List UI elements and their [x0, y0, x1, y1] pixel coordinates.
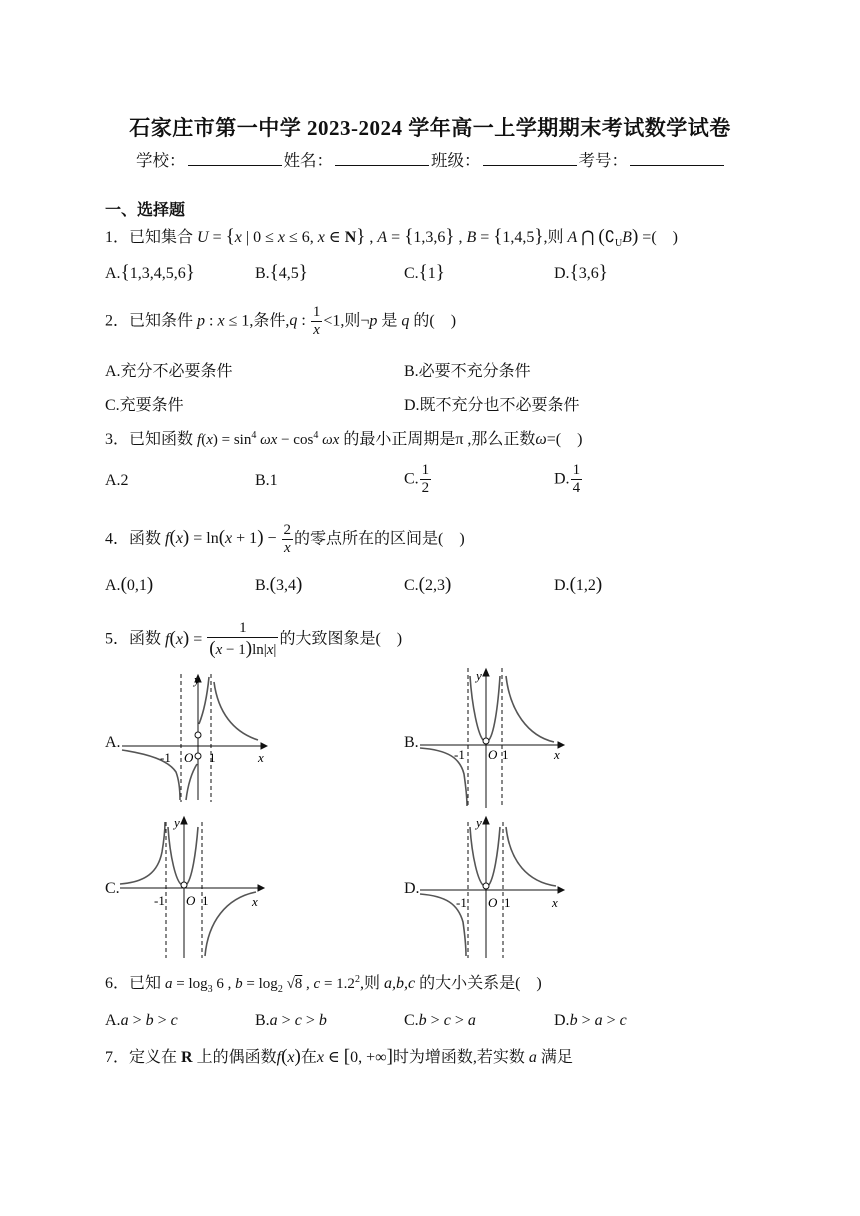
x-arrow — [558, 887, 564, 893]
curve-right — [506, 676, 554, 742]
question-text: 的零点所在的区间是( ) — [294, 530, 465, 548]
class-blank[interactable] — [483, 151, 577, 166]
question-text: ,条件, — [249, 312, 290, 330]
curve-left — [120, 822, 165, 884]
curve-right — [214, 682, 258, 740]
exam-title: 石家庄市第一中学 2023-2024 学年高一上学期期末考试数学试卷 — [129, 116, 731, 140]
option-letter: C. — [404, 470, 419, 488]
question-text: 已知 — [129, 975, 162, 992]
hole — [181, 882, 187, 888]
q4-option-b[interactable] — [255, 574, 302, 596]
q5-option-d[interactable]: D. — [404, 880, 420, 897]
question-text: 的大小关系是( ) — [419, 975, 542, 992]
formula: a — [528, 1049, 537, 1066]
answer-paren: ( ) — [651, 229, 678, 246]
curve-left — [122, 750, 180, 800]
curve-right — [506, 827, 556, 886]
question-5 — [105, 620, 402, 660]
curve-mid-right — [186, 827, 198, 885]
option-value: $\frac{1}{2}$ — [421, 462, 430, 497]
tick-neg1: -1 — [456, 895, 467, 910]
school-blank[interactable] — [188, 151, 282, 166]
formula: f(x) — [276, 1046, 301, 1067]
q3-option-b[interactable]: B.1 — [255, 472, 278, 489]
graph-a[interactable] — [118, 672, 268, 804]
curve-mid-left — [470, 676, 484, 741]
y-label: y — [174, 815, 180, 830]
q4-option-a[interactable] — [105, 574, 153, 596]
formula: ω — [535, 431, 547, 448]
question-7 — [105, 1044, 573, 1068]
formula: a,b,c — [383, 975, 416, 992]
x-label: x — [552, 895, 558, 910]
hole-upper — [195, 732, 201, 738]
formula: p : x ≤ 1 — [197, 312, 250, 330]
curve-mid-lower — [186, 764, 197, 800]
section-heading: 一、选择题 — [105, 202, 186, 219]
origin-label: O — [488, 895, 498, 910]
curve-mid-right — [488, 676, 500, 741]
y-label: y — [476, 668, 482, 683]
x-label: x — [252, 894, 258, 909]
question-1 — [105, 224, 678, 249]
x-label: x — [554, 747, 560, 762]
tick-neg1: -1 — [160, 750, 171, 765]
formula: π — [455, 431, 464, 448]
student-info-line — [136, 147, 726, 171]
q2-option-d[interactable]: D.既不充分也不必要条件 — [404, 397, 580, 414]
option-value: a — [269, 1012, 278, 1029]
option-value: {1,3,4,5,6} — [120, 262, 195, 283]
question-text: 在 — [300, 1049, 317, 1066]
y-label: y — [194, 672, 200, 687]
hole — [483, 883, 489, 889]
option-letter: C. — [404, 1012, 419, 1029]
q3-option-a[interactable]: A.2 — [105, 472, 129, 489]
curve-mid-left — [168, 827, 182, 885]
question-number: 6． — [105, 975, 130, 992]
q1-option-a[interactable] — [105, 262, 195, 284]
x-label: x — [258, 750, 264, 765]
option-letter: D. — [554, 1012, 570, 1029]
tick-1: 1 — [209, 750, 216, 765]
question-text: 已知函数 — [129, 431, 194, 448]
question-2 — [105, 304, 456, 340]
name-blank[interactable] — [335, 151, 429, 166]
formula: p — [369, 312, 378, 330]
y-arrow — [181, 817, 187, 824]
option-value: (0,1) — [120, 574, 154, 595]
option-letter: D. — [554, 577, 570, 594]
tick-1: 1 — [502, 747, 509, 762]
question-text: 函数 — [129, 530, 162, 548]
q6-option-a[interactable]: A.a > b > c — [105, 1012, 178, 1029]
question-number: 4． — [105, 530, 130, 548]
formula: q : $\frac{1}{x}$ — [289, 304, 321, 339]
question-text: 的最小正周期是 — [343, 431, 456, 448]
question-text: ,则 — [359, 975, 380, 992]
option-letter: D. — [554, 265, 570, 282]
formula: f(x) = ln(x + 1) − $\frac{2}{x}$ — [165, 522, 292, 557]
question-number: 2． — [105, 312, 130, 330]
option-value: {4,5} — [269, 262, 308, 283]
school-label: 学校： — [136, 151, 186, 170]
q6-option-b[interactable]: B.a > c > b — [255, 1012, 327, 1029]
option-value: {1} — [418, 262, 445, 283]
graph-c[interactable] — [118, 812, 268, 960]
question-6 — [105, 970, 542, 995]
class-label: 班级： — [431, 151, 481, 170]
graph-b[interactable] — [418, 666, 568, 810]
formula: x ∈ [0, +∞] — [316, 1046, 393, 1067]
question-text: 已知条件 — [129, 312, 194, 330]
curve-right — [205, 892, 256, 956]
option-letter: A. — [105, 1012, 121, 1029]
question-text: 是 — [381, 312, 398, 330]
curve-mid-upper — [199, 677, 209, 724]
formula: $f(x) = \sin^4 \omega x - \cos^4 \omega x$ — [197, 430, 340, 448]
q3-option-c[interactable] — [404, 462, 432, 498]
q5-option-b[interactable]: B. — [404, 734, 419, 751]
q5-option-c[interactable]: C. — [105, 880, 120, 897]
question-text: 的( ) — [413, 312, 457, 330]
q1-option-b[interactable] — [255, 262, 308, 284]
question-number: 1． — [105, 229, 130, 246]
y-arrow — [483, 817, 489, 824]
origin-label: O — [488, 747, 498, 762]
id-blank[interactable] — [630, 151, 724, 166]
option-letter: B. — [255, 577, 270, 594]
q4-option-c[interactable] — [404, 574, 451, 596]
q2-option-a[interactable]: A.充分不必要条件 — [105, 363, 233, 380]
q2-option-c[interactable]: C.充要条件 — [105, 397, 184, 414]
q4-option-d[interactable] — [554, 574, 602, 596]
option-value: b — [418, 1012, 427, 1029]
question-text: ,则 — [543, 229, 564, 246]
curve-mid-left — [470, 827, 484, 886]
option-value: a — [120, 1012, 129, 1029]
graph-d[interactable] — [418, 812, 568, 960]
q6-option-c[interactable]: C.b > c > a — [404, 1012, 476, 1029]
origin-label: O — [184, 750, 194, 765]
question-text: 上的偶函数 — [196, 1049, 277, 1066]
tick-1: 1 — [202, 893, 209, 908]
name-label: 姓名： — [283, 151, 333, 170]
id-label: 考号： — [578, 151, 628, 170]
formula: $a = \log_3 6$ , $b = \log_2 √8$ , $c = 1.2^2$ — [165, 974, 360, 995]
question-text: <1,则¬ — [323, 312, 370, 330]
q1-option-d[interactable] — [554, 262, 608, 284]
question-3 — [105, 426, 582, 449]
option-value: {3,6} — [569, 262, 608, 283]
tick-neg1: -1 — [154, 893, 165, 908]
option-letter: C. — [404, 577, 419, 594]
question-number: 3． — [105, 431, 130, 448]
tick-neg1: -1 — [454, 747, 465, 762]
q3-option-d[interactable] — [554, 462, 583, 498]
question-text: 时为增函数,若实数 — [392, 1049, 525, 1066]
y-label: y — [476, 815, 482, 830]
question-number: 7． — [105, 1049, 130, 1066]
question-text: 定义在 — [129, 1049, 178, 1066]
question-text: 函数 — [129, 630, 162, 648]
q5-option-a[interactable]: A. — [105, 734, 121, 751]
option-value: (3,4) — [269, 574, 303, 595]
q6-option-d[interactable]: D.b > a > c — [554, 1012, 627, 1029]
hole-lower — [195, 753, 201, 759]
origin-label: O — [186, 893, 196, 908]
question-text: 的大致图象是( ) — [279, 630, 403, 648]
formula: f(x) = $\frac{1}{(x - 1)\ln|x|}$ — [165, 620, 277, 660]
formula: R — [181, 1049, 193, 1066]
curve-mid-right — [488, 827, 500, 886]
option-letter: B. — [255, 1012, 270, 1029]
option-value: (2,3) — [418, 574, 452, 595]
formula: A ⋂ $(∁_UB)$ = — [567, 226, 652, 250]
option-letter: D. — [554, 470, 570, 488]
hole — [483, 738, 489, 744]
option-letter: C. — [404, 265, 419, 282]
option-value: b — [569, 1012, 578, 1029]
tick-1: 1 — [504, 895, 511, 910]
x-arrow — [258, 885, 264, 891]
question-text: ,那么正数 — [467, 431, 536, 448]
option-letter: B. — [255, 265, 270, 282]
formula: q — [401, 312, 410, 330]
option-value: (1,2) — [569, 574, 603, 595]
option-letter: A. — [105, 577, 121, 594]
option-value: $\frac{1}{4}$ — [572, 462, 581, 497]
q1-option-c[interactable] — [404, 262, 445, 284]
question-text: 满足 — [540, 1049, 573, 1066]
y-arrow — [483, 669, 489, 676]
question-text: 已知集合 — [129, 229, 194, 246]
question-number: 5． — [105, 630, 130, 648]
x-arrow — [261, 743, 267, 749]
option-letter: A. — [105, 265, 121, 282]
question-text: =( ) — [546, 431, 583, 448]
q2-option-b[interactable]: B.必要不充分条件 — [404, 363, 531, 380]
formula: U = {x | 0 ≤ x ≤ 6, x ∈ N} , A = {1,3,6} , B = {1,4,5} — [197, 226, 544, 247]
question-4 — [105, 522, 465, 558]
